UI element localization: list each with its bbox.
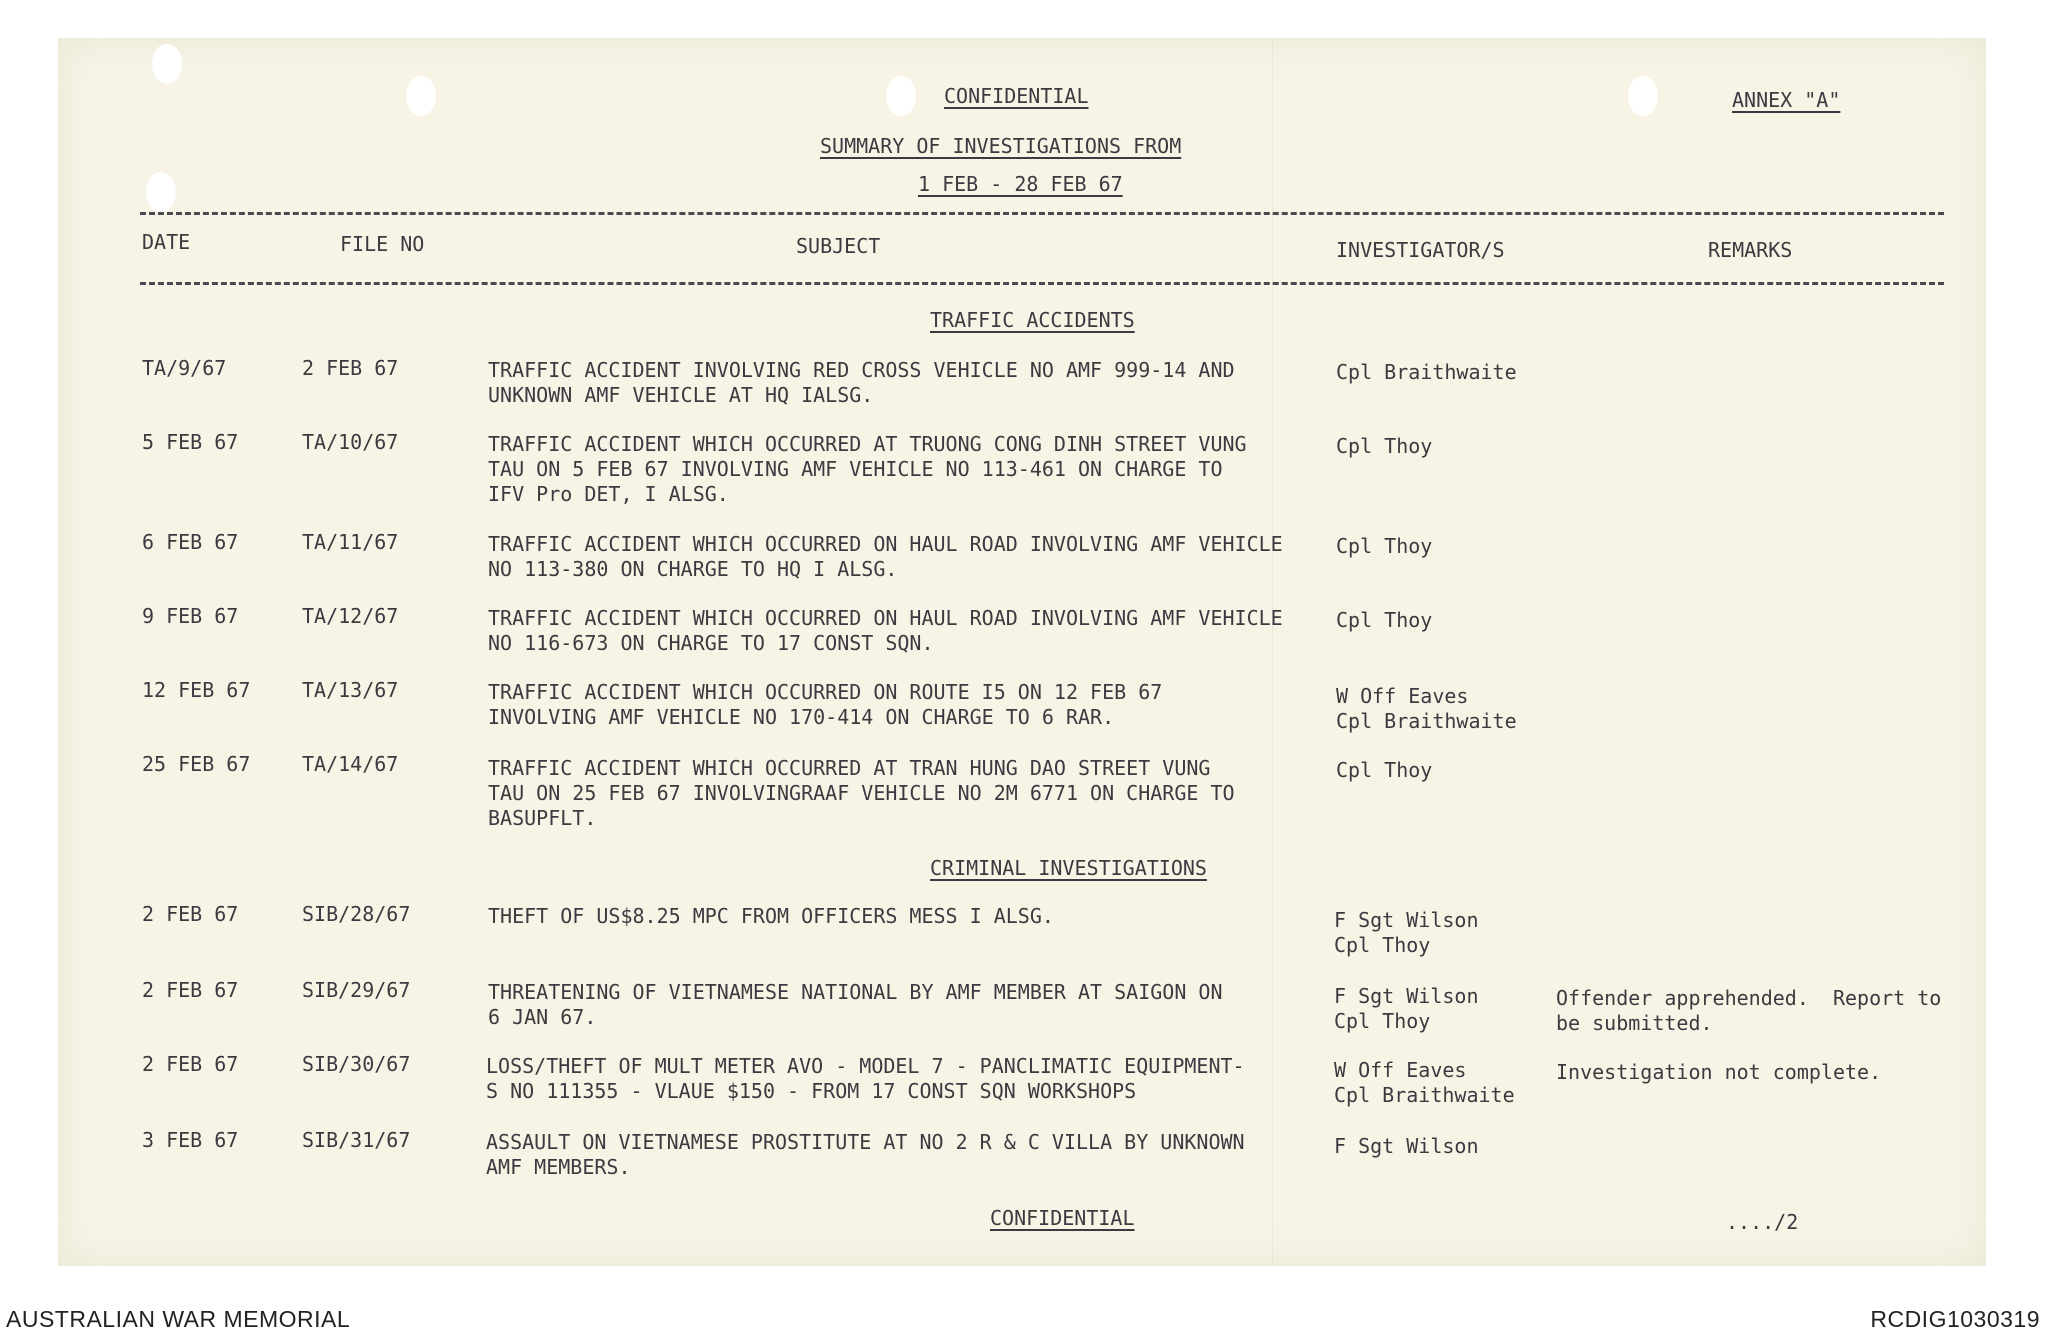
row-date: 2 FEB 67	[142, 1052, 239, 1076]
archive-source: AUSTRALIAN WAR MEMORIAL	[6, 1306, 351, 1332]
page-continuation: ..../2	[1726, 1210, 1799, 1234]
row-file-no: SIB/31/67	[302, 1128, 411, 1152]
row-date: TA/9/67	[142, 356, 227, 380]
row-file-no: TA/10/67	[302, 430, 399, 454]
row-remarks: Investigation not complete.	[1556, 1060, 1882, 1084]
row-subject: LOSS/THEFT OF MULT METER AVO - MODEL 7 - PANCLIMATIC EQUIPMENT- S NO 111355 - VLAUE $150 - FROM 17 CONST SQN WORKSHOPS	[486, 1054, 1245, 1103]
row-investigators: Cpl Braithwaite	[1336, 360, 1517, 384]
row-investigators: Cpl Thoy	[1336, 534, 1433, 558]
row-date: 9 FEB 67	[142, 604, 239, 628]
row-remarks: Offender apprehended. Report to be submitted.	[1556, 986, 1942, 1035]
punch-hole	[1628, 76, 1658, 116]
column-header-remarks: REMARKS	[1708, 238, 1793, 262]
column-header-subject: SUBJECT	[796, 234, 881, 258]
row-subject: TRAFFIC ACCIDENT WHICH OCCURRED AT TRUONG CONG DINH STREET VUNG TAU ON 5 FEB 67 INVOLVING AMF VEHICLE NO 113-461 ON CHARGE TO IFV Pro DET, I ALSG.	[488, 432, 1247, 506]
punch-hole	[152, 44, 182, 84]
document-period: 1 FEB - 28 FEB 67	[918, 172, 1123, 196]
archive-reference: RCDIG1030319	[1870, 1306, 2040, 1332]
row-subject: TRAFFIC ACCIDENT WHICH OCCURRED ON HAUL ROAD INVOLVING AMF VEHICLE NO 116-673 ON CHARGE TO 17 CONST SQN.	[488, 606, 1283, 655]
row-investigators: F Sgt Wilson Cpl Thoy	[1334, 984, 1479, 1033]
row-file-no: SIB/29/67	[302, 978, 411, 1002]
classification-top: CONFIDENTIAL	[944, 84, 1089, 108]
row-date: 12 FEB 67	[142, 678, 251, 702]
row-investigators: W Off Eaves Cpl Braithwaite	[1334, 1058, 1515, 1107]
column-header-date: DATE	[142, 230, 191, 254]
row-investigators: F Sgt Wilson	[1334, 1134, 1479, 1158]
row-investigators: Cpl Thoy	[1336, 758, 1433, 782]
header-rule-top	[140, 212, 1944, 215]
row-subject: THREATENING OF VIETNAMESE NATIONAL BY AMF MEMBER AT SAIGON ON 6 JAN 67.	[488, 980, 1223, 1029]
row-file-no: SIB/28/67	[302, 902, 411, 926]
row-subject: ASSAULT ON VIETNAMESE PROSTITUTE AT NO 2 R & C VILLA BY UNKNOWN AMF MEMBERS.	[486, 1130, 1245, 1179]
row-subject: THEFT OF US$8.25 MPC FROM OFFICERS MESS I ALSG.	[488, 904, 1054, 928]
row-date: 25 FEB 67	[142, 752, 251, 776]
row-date: 3 FEB 67	[142, 1128, 239, 1152]
row-file-no: SIB/30/67	[302, 1052, 411, 1076]
row-date: 2 FEB 67	[142, 902, 239, 926]
section-heading-traffic: TRAFFIC ACCIDENTS	[930, 308, 1135, 332]
annex-label: ANNEX "A"	[1732, 88, 1841, 112]
punch-hole	[406, 76, 436, 116]
classification-bottom: CONFIDENTIAL	[990, 1206, 1135, 1230]
row-file-no: TA/12/67	[302, 604, 399, 628]
row-investigators: Cpl Thoy	[1336, 434, 1433, 458]
document-title: SUMMARY OF INVESTIGATIONS FROM	[820, 134, 1182, 158]
header-rule-bottom	[140, 282, 1944, 285]
row-file-no: TA/13/67	[302, 678, 399, 702]
row-date: 6 FEB 67	[142, 530, 239, 554]
row-date: 2 FEB 67	[142, 978, 239, 1002]
row-file-no: 2 FEB 67	[302, 356, 399, 380]
punch-hole	[146, 172, 176, 212]
row-subject: TRAFFIC ACCIDENT INVOLVING RED CROSS VEHICLE NO AMF 999-14 AND UNKNOWN AMF VEHICLE AT HQ IALSG.	[488, 358, 1235, 407]
section-heading-criminal: CRIMINAL INVESTIGATIONS	[930, 856, 1207, 880]
row-date: 5 FEB 67	[142, 430, 239, 454]
row-investigators: Cpl Thoy	[1336, 608, 1433, 632]
row-investigators: F Sgt Wilson Cpl Thoy	[1334, 908, 1479, 957]
column-header-file-no: FILE NO	[340, 232, 425, 256]
row-file-no: TA/14/67	[302, 752, 399, 776]
row-investigators: W Off Eaves Cpl Braithwaite	[1336, 684, 1517, 733]
row-subject: TRAFFIC ACCIDENT WHICH OCCURRED AT TRAN HUNG DAO STREET VUNG TAU ON 25 FEB 67 INVOLVINGRAAF VEHICLE NO 2M 6771 ON CHARGE TO BASUPFLT.	[488, 756, 1235, 830]
row-file-no: TA/11/67	[302, 530, 399, 554]
punch-hole	[886, 76, 916, 116]
column-header-investigators: INVESTIGATOR/S	[1336, 238, 1505, 262]
row-subject: TRAFFIC ACCIDENT WHICH OCCURRED ON ROUTE I5 ON 12 FEB 67 INVOLVING AMF VEHICLE NO 170-414 ON CHARGE TO 6 RAR.	[488, 680, 1163, 729]
row-subject: TRAFFIC ACCIDENT WHICH OCCURRED ON HAUL ROAD INVOLVING AMF VEHICLE NO 113-380 ON CHARGE TO HQ I ALSG.	[488, 532, 1283, 581]
